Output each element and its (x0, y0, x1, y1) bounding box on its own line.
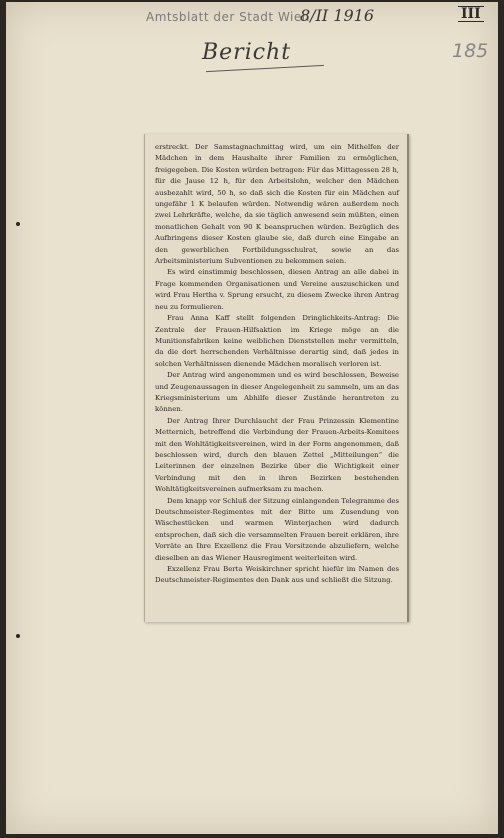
clipping-paragraph: Exzellenz Frau Berta Weiskirchner spricht hiefür im Namen des Deutschmeister-Regimentes den Dank aus und schließt die Sitzung. (155, 565, 399, 585)
newspaper-clipping (144, 134, 409, 622)
handwritten-date: 8/II 1916 (300, 6, 375, 25)
punch-hole (16, 222, 20, 226)
clipping-paragraph: erstreckt. Der Samstagnachmittag wird, um ein Mithelfen der Mädchen in dem Haushalte ihrer Familien zu ermöglichen, freigegeben. Die Kosten würden betragen: Für das Mittagessen 28 h, für die Jause 12 h, für den Arbeitslohn, welcher den Mädchen ausbezahlt wird, 50 h, so daß sich die Kosten für ein Mädchen auf ungefähr 1 K belaufen würden. Notwendig wären außerdem noch zwei Lehrkräfte, welche, da sie täglich anwesend sein müßten, einen monatlichen Gehalt von 90 K beanspruchen würden. Bezüglich des Aufbringens dieser Kosten glaube sie, daß durch eine Eingabe an den gewerblichen Fortbildungsschulrat, sowie an das Arbeitsministerium Subventionen zu bekommen seien. (155, 143, 399, 266)
clipping-paragraph: Der Antrag Ihrer Durchlaucht der Frau Prinzessin Klementine Metternich, betreffend die Verbindung der Frauen-Arbeits-Komitees mit den Wohltätigkeitsvereinen, wird in der Form angenommen, daß beschlossen wird, durch den blauen Zettel „Mitteilungen“ die Leiterinnen der einzelnen Bezirke über die Wichtigkeit einer Verbindung mit den in ihren Bezirken bestehenden Wohltätigkeitsvereinen aufmerksam zu machen. (155, 416, 399, 494)
newspaper-stamp: Amtsblatt der Stadt Wien (146, 10, 310, 24)
clipping-paragraph: Dem knapp vor Schluß der Sitzung einlangenden Telegramme des Deutschmeister-Regimentes mit der Bitte um Zusendung von Wäschestücken und warmen Winterjachen wird dadurch entsprochen, daß sich die versammelten Frauen bereit erklären, ihre Vorräte an Ihre Exzellenz die Frau Vorsitzende abzuliefern, welche dieselben an das Wiener Hausregiment weiterleiten wird. (155, 496, 399, 562)
clipping-paragraph: Frau Anna Kaff stellt folgenden Dringlichkeits-Antrag: Die Zentrale der Frauen-Hilfsaktion im Kriege möge an die Munitionsfabriken keine weiblichen Dienststellen mehr vermitteln, da die dort herrschenden Verhältnisse derartig sind, daß jedes in solchen Verhältnissen dienende Mädchen moralisch verloren ist. (155, 314, 399, 368)
clipping-text (155, 142, 399, 587)
punch-hole (16, 634, 20, 638)
clipping-paragraph: Es wird einstimmig beschlossen, diesen Antrag an alle dabei in Frage kommenden Organisationen und Vereine auszuschicken und wird Frau Hertha v. Sprung ersucht, zu diesem Zwecke ihren Antrag neu zu formulieren. (155, 268, 399, 311)
clipping-paragraph: Der Antrag wird angenommen und es wird beschlossen, Beweise und Zeugenaussagen in dieser Angelegenheit zu sammeln, um an das Kriegsministerium um Abhilfe dieser Zustände herantreten zu können. (155, 371, 399, 414)
heading-underline (206, 65, 324, 72)
archive-page (6, 2, 498, 834)
handwritten-heading: Bericht (202, 40, 292, 65)
roman-numeral: III (458, 6, 484, 22)
folio-number: 185 (452, 40, 489, 62)
